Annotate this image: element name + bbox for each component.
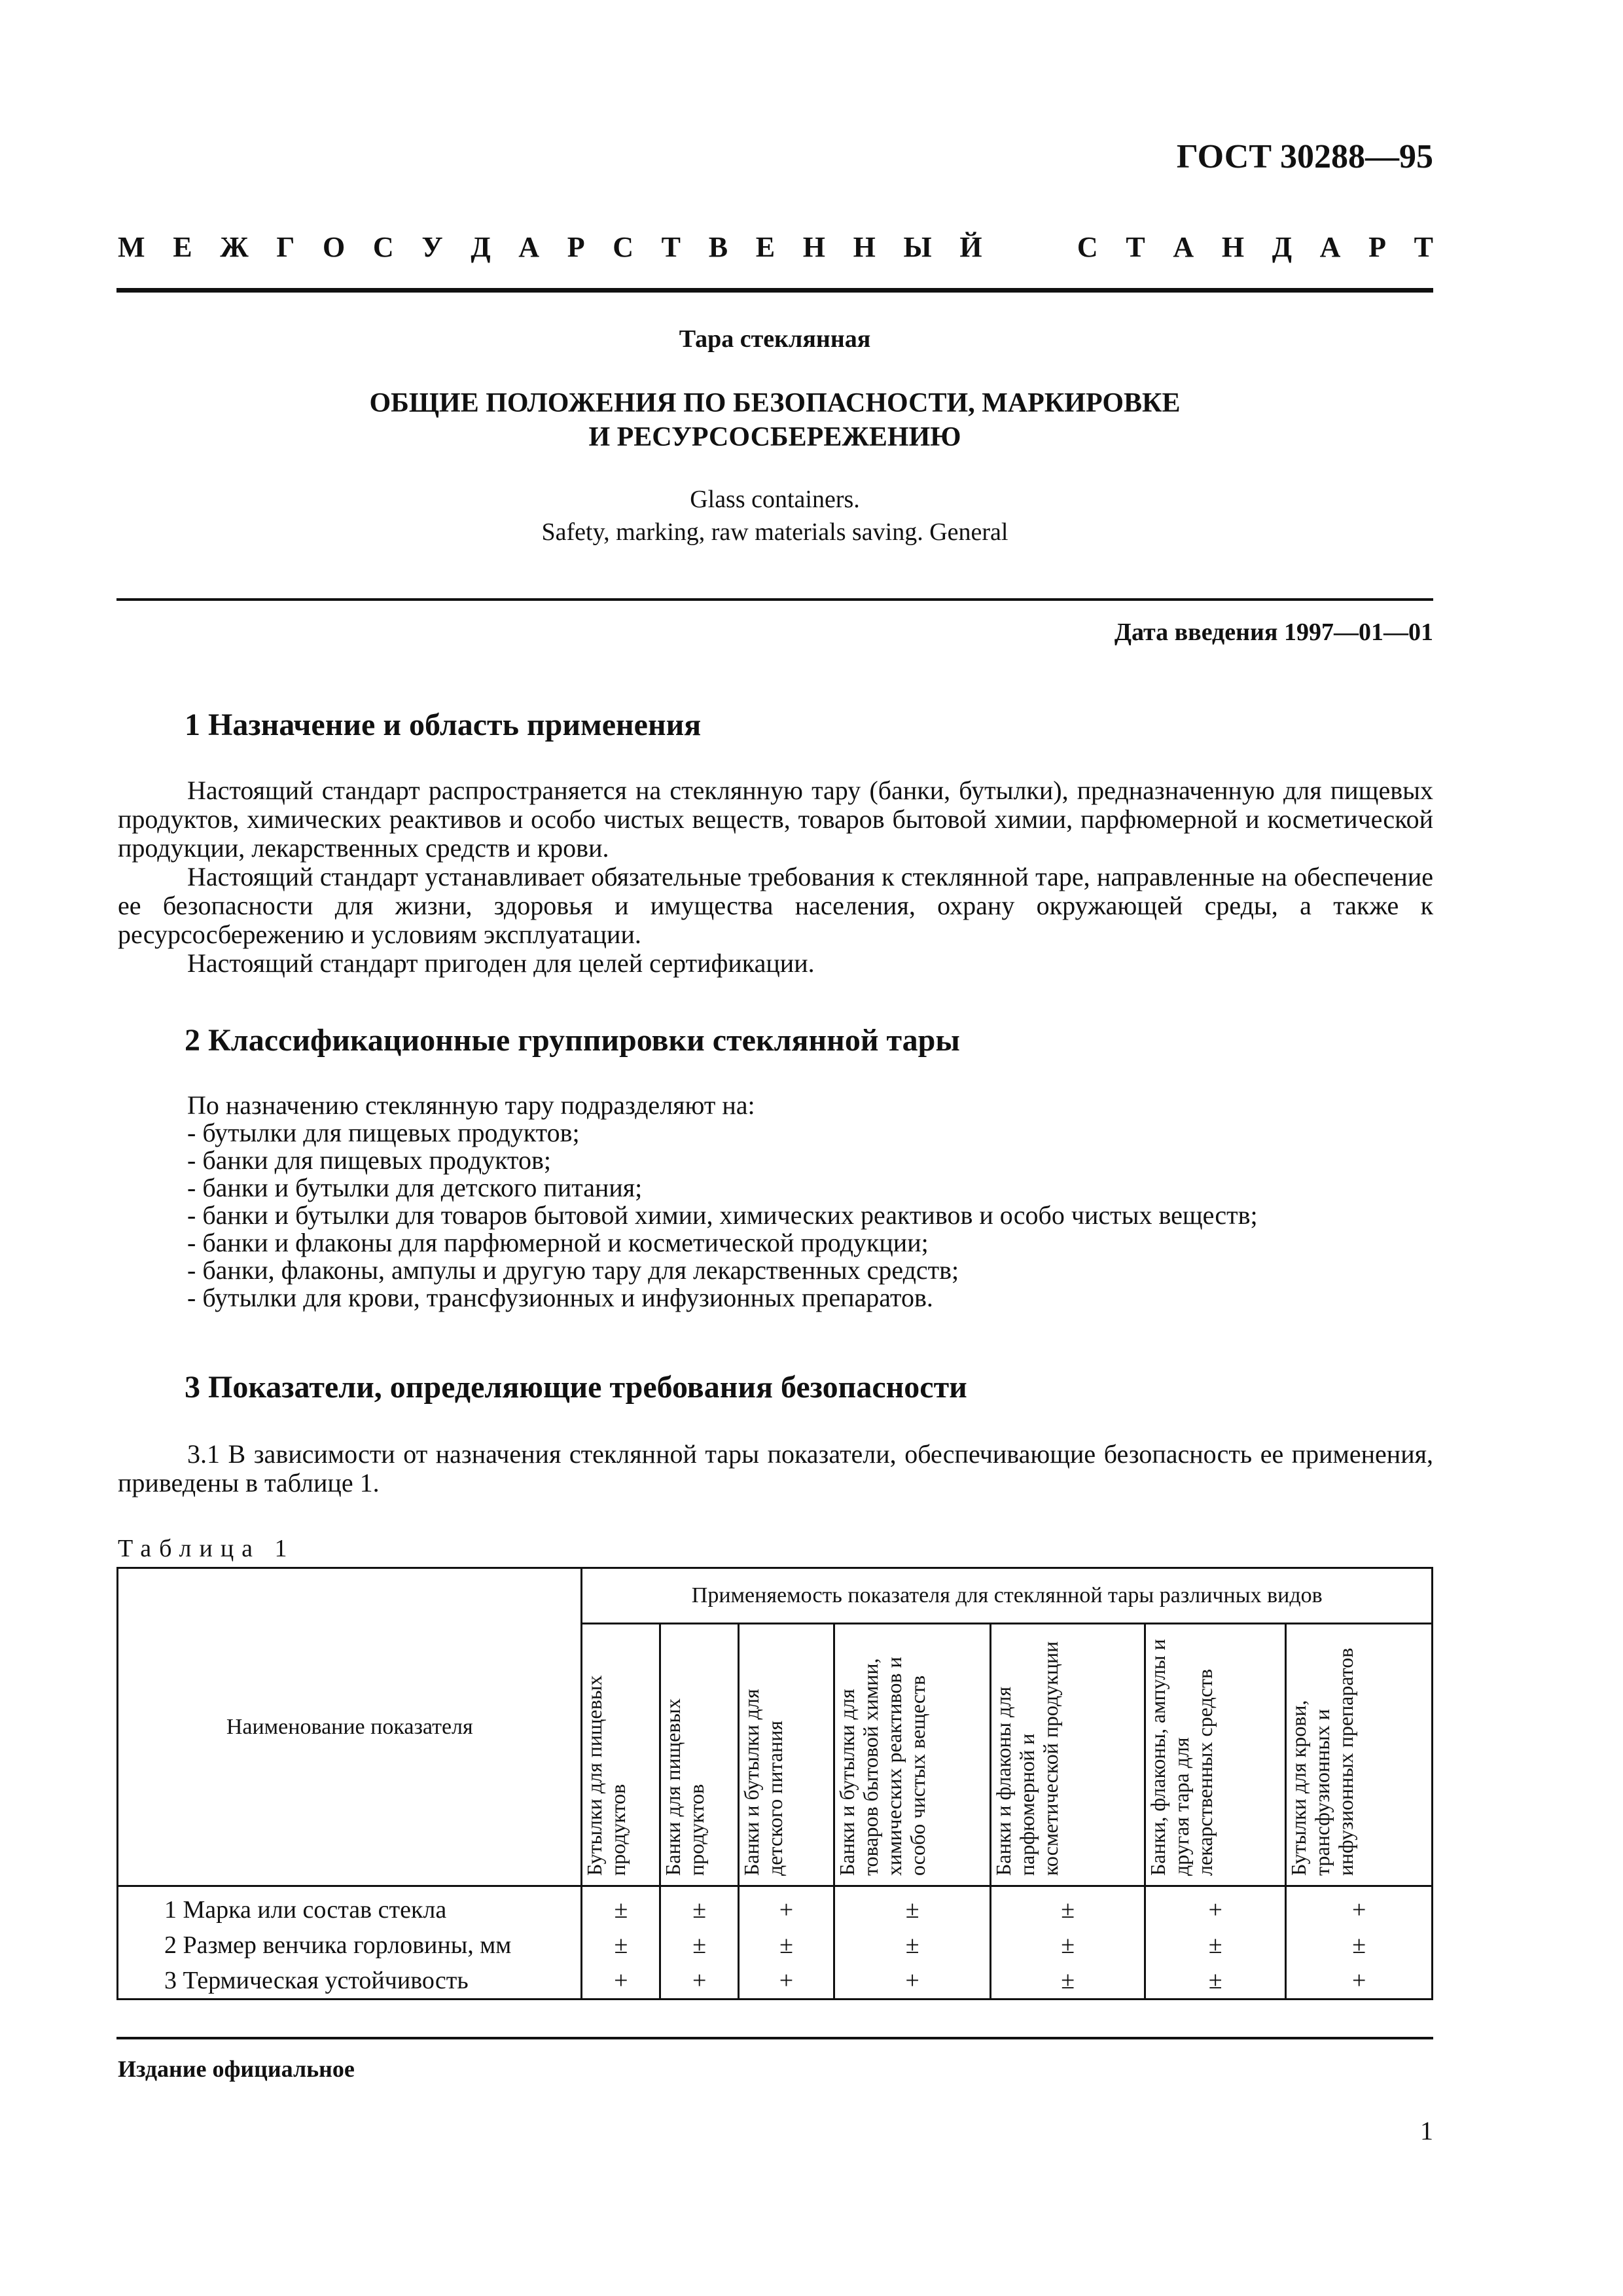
table-cell: + xyxy=(660,1963,739,2000)
table-cell: ± xyxy=(582,1886,660,1928)
column-header xyxy=(582,1624,660,1886)
list-item: - бутылки для пищевых продуктов; xyxy=(187,1118,580,1147)
list-item: - банки и флаконы для парфюмерной и косметической продукции; xyxy=(187,1228,929,1257)
banner-letter: Т xyxy=(1414,231,1433,263)
list-lead: По назначению стеклянную тару подразделяют на: xyxy=(187,1090,755,1120)
banner-letter: Г xyxy=(276,231,295,263)
banner-letter: Т xyxy=(661,231,681,263)
list-item: - бутылки для крови, трансфузионных и инфузионных препаратов. xyxy=(187,1283,933,1312)
banner-letter: Ы xyxy=(903,231,932,263)
banner-letter: С xyxy=(1077,231,1098,263)
document-subject: Тара стеклянная xyxy=(679,325,871,353)
column-header-text: Банки и флаконы для парфюмерной и косметической продукции xyxy=(991,1641,1063,1876)
banner-letter: С xyxy=(613,231,634,263)
standard-type-banner xyxy=(118,230,1433,264)
table-cell: ± xyxy=(1286,1928,1433,1963)
column-header-text: Банки, флаконы, ампулы и другая тара для лекарственных средств xyxy=(1145,1639,1217,1876)
column-header xyxy=(739,1624,834,1886)
banner-letter: В xyxy=(708,231,728,263)
table-cell: + xyxy=(1286,1886,1433,1928)
table-cell: ± xyxy=(660,1886,739,1928)
section-3-heading: 3 Показатели, определяющие требования безопасности xyxy=(185,1370,967,1405)
table-cell: ± xyxy=(991,1963,1145,2000)
banner-letter: Й xyxy=(959,231,982,263)
column-header xyxy=(1286,1624,1433,1886)
banner-letter: У xyxy=(421,231,443,263)
edition-label: Издание официальное xyxy=(118,2056,355,2082)
section-1-heading: 1 Назначение и область применения xyxy=(185,708,702,742)
title-line: И РЕСУРСОСБЕРЕЖЕНИЮ xyxy=(588,422,961,452)
column-header xyxy=(834,1624,991,1886)
table-cell: ± xyxy=(834,1928,991,1963)
header-thin-rule xyxy=(116,598,1433,601)
table-cell: + xyxy=(739,1886,834,1928)
banner-letter: Т xyxy=(1126,231,1145,263)
banner-letter: Е xyxy=(173,231,192,263)
banner-letter: Д xyxy=(1272,231,1292,263)
list-item: - банки и бутылки для товаров бытовой химии, химических реактивов и особо чистых веществ; xyxy=(187,1200,1258,1230)
paragraph: Настоящий стандарт устанавливает обязательные требования к стеклянной таре, направленные на обеспечение ее безопасности для жизни, здоровья и имущества населения, охрану окружающей среды, а также к ресурсосбережению и условиям эксплуатации. xyxy=(118,862,1433,949)
banner-letter: А xyxy=(1173,231,1194,263)
table-caption: Таблица 1 xyxy=(118,1535,295,1562)
introduction-date: Дата введения 1997—01—01 xyxy=(1114,619,1433,646)
section-1-body xyxy=(118,776,1433,978)
document-title xyxy=(116,386,1433,454)
banner-letter: Р xyxy=(1368,231,1386,263)
table-cell: + xyxy=(582,1963,660,2000)
english-title xyxy=(116,483,1433,548)
table-cell: ± xyxy=(1145,1928,1286,1963)
table-cell: ± xyxy=(991,1928,1145,1963)
gost-number: ГОСТ 30288—95 xyxy=(1176,138,1433,175)
footer-rule xyxy=(116,2037,1433,2039)
column-header-text: Банки и бутылки для товаров бытовой химии, химических реактивов и особо чистых веществ xyxy=(834,1657,929,1876)
table-cell: ± xyxy=(660,1928,739,1963)
column-header xyxy=(660,1624,739,1886)
page-number: 1 xyxy=(1420,2116,1433,2145)
banner-gap xyxy=(1010,230,1049,264)
table-cell: ± xyxy=(739,1928,834,1963)
banner-letter: Е xyxy=(755,231,776,263)
banner-letter: Р xyxy=(567,231,585,263)
column-header xyxy=(1145,1624,1286,1886)
banner-letter: М xyxy=(118,231,145,263)
list-item: - банки для пищевых продуктов; xyxy=(187,1145,551,1175)
table-cell: + xyxy=(834,1963,991,2000)
row-name: 3 Термическая устойчивость xyxy=(118,1963,582,2000)
row-name: 2 Размер венчика горловины, мм xyxy=(118,1928,582,1963)
table-cell: + xyxy=(1145,1886,1286,1928)
section-2-heading: 2 Классификационные группировки стеклянной тары xyxy=(185,1023,960,1058)
table-cell: ± xyxy=(991,1886,1145,1928)
column-header-text: Бутылки для крови, трансфузионных и инфузионных препаратов xyxy=(1287,1647,1358,1876)
column-header-name: Наименование показателя xyxy=(118,1568,582,1886)
table-cell: ± xyxy=(582,1928,660,1963)
row-name: 1 Марка или состав стекла xyxy=(118,1886,582,1928)
column-header-text: Банки для пищевых продуктов xyxy=(661,1698,709,1876)
english-title-line: Safety, marking, raw materials saving. General xyxy=(541,518,1008,546)
section-3-body xyxy=(118,1440,1433,1498)
table-row xyxy=(118,1928,1433,1963)
table-cell: ± xyxy=(1145,1963,1286,2000)
table-cell: ± xyxy=(834,1886,991,1928)
header-thick-rule xyxy=(116,288,1433,293)
banner-letter: Н xyxy=(853,231,876,263)
paragraph: Настоящий стандарт пригоден для целей сертификации. xyxy=(187,948,815,978)
column-header-text: Бутылки для пищевых продуктов xyxy=(582,1675,630,1876)
table-row xyxy=(118,1963,1433,2000)
banner-letter: А xyxy=(1319,231,1341,263)
paragraph: 3.1 В зависимости от назначения стеклянной тары показатели, обеспечивающие безопасность ее применения, приведены в таблице 1. xyxy=(118,1439,1433,1498)
table-cell: + xyxy=(1286,1963,1433,2000)
banner-letter: Д xyxy=(471,231,491,263)
banner-letter: Н xyxy=(802,231,825,263)
section-2-list xyxy=(187,1092,1258,1312)
table-cell: + xyxy=(739,1963,834,2000)
banner-letter: С xyxy=(372,231,394,263)
table-1 xyxy=(116,1567,1433,2000)
title-line: ОБЩИЕ ПОЛОЖЕНИЯ ПО БЕЗОПАСНОСТИ, МАРКИРОВКЕ xyxy=(369,388,1181,418)
banner-letter: О xyxy=(323,231,346,263)
column-header xyxy=(991,1624,1145,1886)
column-header-text: Банки и бутылки для детского питания xyxy=(740,1689,787,1876)
list-item: - банки, флаконы, ампулы и другую тару для лекарственных средств; xyxy=(187,1255,959,1285)
paragraph: Настоящий стандарт распространяется на стеклянную тару (банки, бутылки), предназначенную для пищевых продуктов, химических реактивов и особо чистых веществ, товаров бытовой химии, парфюмерной и косметической продукции, лекарственных средств и крови. xyxy=(118,776,1433,863)
table-row xyxy=(118,1886,1433,1928)
group-header: Применяемость показателя для стеклянной тары различных видов xyxy=(582,1568,1433,1624)
english-title-line: Glass containers. xyxy=(690,486,860,513)
banner-letter: Н xyxy=(1221,231,1245,263)
list-item: - банки и бутылки для детского питания; xyxy=(187,1173,643,1202)
banner-letter: Ж xyxy=(220,231,249,263)
banner-letter: А xyxy=(518,231,540,263)
